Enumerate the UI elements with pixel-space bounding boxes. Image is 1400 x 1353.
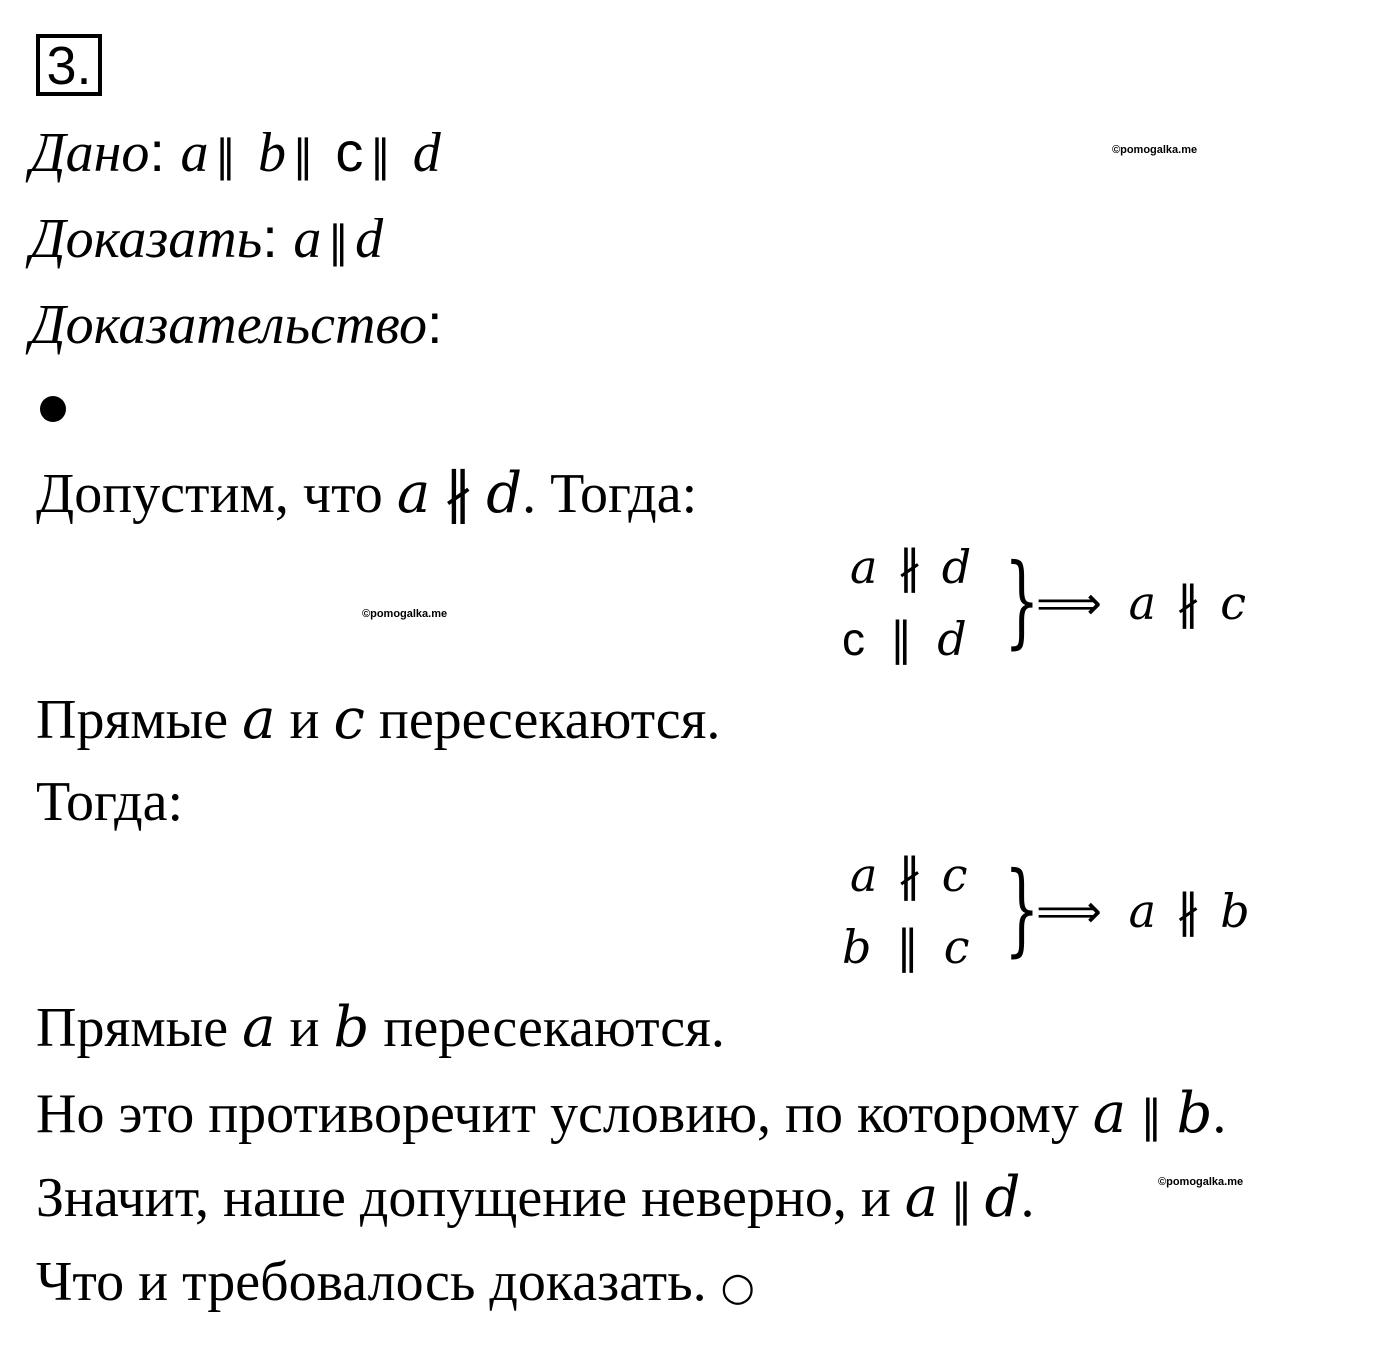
system-2-row-1 <box>850 848 967 902</box>
problem-number: 3. <box>36 34 102 96</box>
system-1-row-2 <box>842 612 967 666</box>
watermark-top: ©pomogalka.me <box>1112 144 1198 156</box>
intersect-1-prefix: Прямые <box>36 689 243 751</box>
sys2-res-notparallel: ∦ <box>1176 884 1200 938</box>
proof-label: Доказательство <box>30 294 427 356</box>
sys2-r1-notparallel: ∦ <box>898 848 922 902</box>
proof-line <box>30 292 443 357</box>
assumption-suffix: . Тогда: <box>522 463 698 525</box>
then-line: Тогда: <box>36 771 184 833</box>
sys1-r2-parallel: ∥ <box>889 612 913 666</box>
intersect-2-and: и <box>275 997 334 1059</box>
conclusion-var-a: a <box>904 1165 939 1230</box>
system-2-brace: } <box>1004 850 1040 967</box>
conclusion-suffix: . <box>1020 1167 1035 1229</box>
prove-parallel: ∥ <box>327 217 350 268</box>
conclusion-line <box>36 1166 1034 1233</box>
contradiction-prefix: Но это противоречит условию, по которому <box>36 1083 1093 1145</box>
system-1 <box>840 540 1270 670</box>
sys1-implies: ⟹ <box>1036 576 1102 630</box>
system-1-result <box>1036 576 1246 630</box>
intersect-line-2 <box>36 996 725 1060</box>
intersect-1-var-c: c <box>333 687 365 752</box>
sys2-res-b: b <box>1220 884 1250 938</box>
watermark-bottom: ©pomogalka.me <box>1158 1176 1244 1188</box>
given-parallel-1: ∥ <box>214 131 237 182</box>
sys2-r2-c: c <box>943 920 970 974</box>
bullet-point <box>40 396 66 422</box>
conclusion-prefix: Значит, наше допущение неверно, и <box>36 1167 905 1229</box>
intersect-2-var-a: a <box>242 995 276 1060</box>
sys1-res-notparallel: ∦ <box>1176 576 1200 630</box>
assumption-line <box>36 462 697 526</box>
sys1-r1-a: a <box>850 540 878 594</box>
sys1-r2-d: d <box>937 612 967 666</box>
sys1-res-a: a <box>1128 576 1157 630</box>
contradiction-parallel: ∥ <box>1140 1090 1163 1143</box>
qed-circle-icon: ○ <box>720 1265 755 1310</box>
intersect-2-suffix: пересекаются. <box>369 997 725 1059</box>
contradiction-line <box>36 1082 1226 1149</box>
conclusion-parallel: ∥ <box>950 1174 973 1227</box>
given-var-b: b <box>257 122 286 184</box>
given-parallel-2: ∥ <box>291 131 314 182</box>
given-parallel-3: ∥ <box>369 131 392 182</box>
sys2-r1-c: c <box>941 848 968 902</box>
sys2-implies: ⟹ <box>1036 884 1102 938</box>
assumption-var-a: a <box>396 461 431 526</box>
proof-colon: : <box>426 292 443 355</box>
sys2-r1-a: a <box>850 848 878 902</box>
intersect-2-var-b: b <box>333 995 370 1060</box>
contradiction-suffix: . <box>1212 1083 1227 1145</box>
given-label: Дано <box>30 122 150 184</box>
assumption-var-d: d <box>486 461 523 526</box>
sys1-r1-d: d <box>941 540 972 594</box>
qed-line <box>36 1250 755 1320</box>
system-1-brace: } <box>1004 542 1040 659</box>
system-2 <box>840 848 1270 978</box>
sys1-res-c: c <box>1220 576 1247 630</box>
assumption-prefix: Допустим, что <box>36 463 397 525</box>
intersect-line-1 <box>36 688 720 752</box>
sys1-r2-c: c <box>842 613 865 665</box>
sys2-res-a: a <box>1128 884 1157 938</box>
contradiction-var-b: b <box>1176 1081 1213 1146</box>
given-var-d: d <box>412 122 441 184</box>
system-2-result <box>1036 884 1250 938</box>
watermark-middle: ©pomogalka.me <box>362 608 448 620</box>
system-1-row-1 <box>850 540 971 594</box>
conclusion-var-d: d <box>984 1165 1021 1230</box>
intersect-1-and: и <box>275 689 334 751</box>
intersect-1-suffix: пересекаются. <box>364 689 721 751</box>
assumption-not-parallel: ∦ <box>444 461 473 526</box>
prove-var-d: d <box>355 208 384 270</box>
prove-label: Доказать <box>30 208 263 270</box>
prove-var-a: a <box>293 208 322 270</box>
prove-colon: : <box>262 206 278 269</box>
given-line <box>30 120 441 189</box>
sys1-r1-notparallel: ∦ <box>898 540 922 594</box>
qed-text: Что и требовалось доказать. <box>36 1251 721 1313</box>
contradiction-var-a: a <box>1092 1081 1127 1146</box>
sys2-r2-b: b <box>842 920 872 974</box>
given-var-c: c <box>335 120 364 183</box>
intersect-2-prefix: Прямые <box>36 997 243 1059</box>
prove-line <box>30 206 383 275</box>
system-2-row-2 <box>842 920 969 974</box>
given-var-a: a <box>180 122 209 184</box>
intersect-1-var-a: a <box>242 687 276 752</box>
given-colon: : <box>149 120 165 183</box>
sys2-r2-parallel: ∥ <box>896 920 920 974</box>
